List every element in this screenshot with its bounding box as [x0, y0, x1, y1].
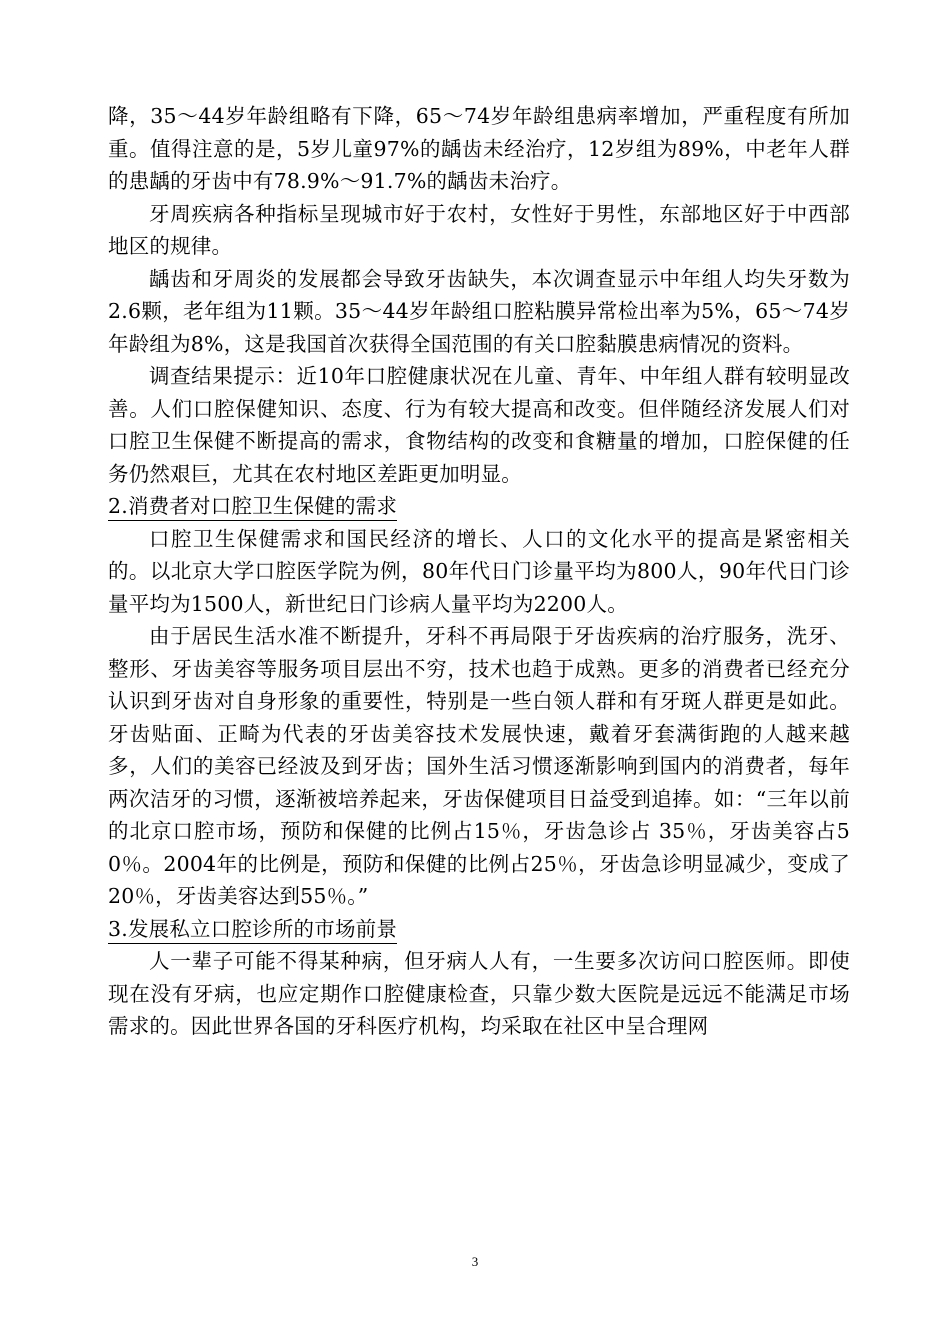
section-heading-consumer-demand: [108, 490, 850, 523]
paragraph-cosmetic-dentistry: 由于居民生活水准不断提升，牙科不再局限于牙齿疾病的治疗服务，洗牙、整形、牙齿美容等服务项目层出不穷，技术也趋于成熟。更多的消费者已经充分认识到牙齿对自身形象的重要性，特别是一些白领人群和有牙斑人群更是如此。牙齿贴面、正畸为代表的牙齿美容技术发展快速，戴着牙套满街跑的人越来越多，人们的美容已经波及到牙齿；国外生活习惯逐渐影响到国内的消费者，每年两次洁牙的习惯，逐渐被培养起来，牙齿保健项目日益受到追捧。如：“三年以前的北京口腔市场，预防和保健的比例占15％，牙齿急诊占 35％，牙齿美容占50％。2004年的比例是，预防和保健的比例占25％，牙齿急诊明显减少，变成了20％，牙齿美容达到55％。”: [108, 624, 850, 908]
paragraph-private-clinics: 人一辈子可能不得某种病，但牙病人人有，一生要多次访问口腔医师。即使现在没有牙病，也应定期作口腔健康检查，只靠少数大医院是远远不能满足市场需求的。因此世界各国的牙科医疗机构，均采取在社区中呈合理网: [108, 949, 850, 1038]
paragraph-survey-results: 调查结果提示：近10年口腔健康状况在儿童、青年、中年组人群有较明显改善。人们口腔保健知识、态度、行为有较大提高和改变。但伴随经济发展人们对口腔卫生保健不断提高的需求，食物结构的改变和食糖量的增加，口腔保健的任务仍然艰巨，尤其在农村地区差距更加明显。: [108, 364, 850, 486]
paragraph-demand-growth: 口腔卫生保健需求和国民经济的增长、人口的文化水平的提高是紧密相关的。以北京大学口腔医学院为例，80年代日门诊量平均为800人，90年代日门诊量平均为1500人，新世纪日门诊病人量平均为2200人。: [108, 526, 850, 616]
paragraph-tooth-loss: 龋齿和牙周炎的发展都会导致牙齿缺失，本次调查显示中年组人均失牙数为2.6颗，老年组为11颗。35～44岁年龄组口腔粘膜异常检出率为5%，65～74岁年龄组为8%，这是我国首次获得全国范围的有关口腔黏膜患病情况的资料。: [108, 266, 850, 356]
document-body: [108, 100, 850, 1043]
section-heading-market-prospects: [108, 913, 850, 946]
page-number: 3: [471, 1254, 479, 1269]
paragraph-periodontal: 牙周疾病各种指标呈现城市好于农村，女性好于男性，东部地区好于中西部地区的规律。: [108, 201, 850, 258]
paragraph-caries-continued: 降，35～44岁年龄组略有下降，65～74岁年龄组患病率增加，严重程度有所加重。值得注意的是，5岁儿童97%的龋齿未经治疗，12岁组为89%，中老年人群的患龋的牙齿中有78.9%～91.7%的龋齿未治疗。: [108, 104, 850, 193]
section-heading-text: 3.发展私立口腔诊所的市场前景: [108, 917, 397, 944]
section-heading-text: 2.消费者对口腔卫生保健的需求: [108, 494, 397, 521]
